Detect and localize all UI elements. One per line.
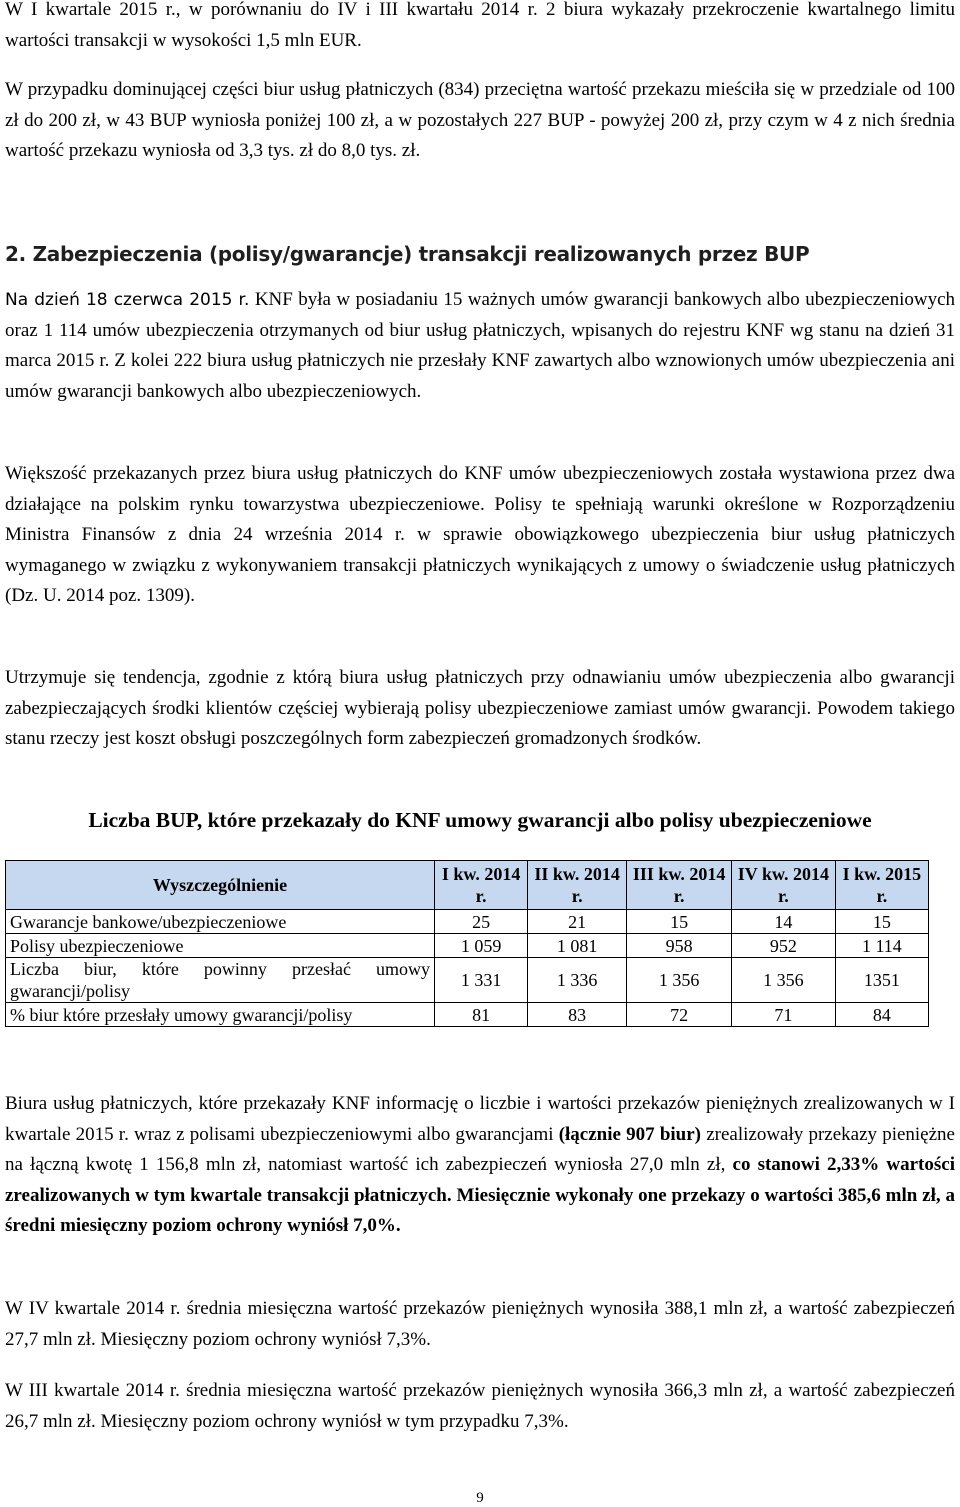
table-cell: Liczba biur, które powinny przesłać umowy gwarancji/polisy [6, 958, 435, 1003]
table-cell: 1 114 [835, 934, 928, 958]
summary-text-c: zrealizowały przekazy pieniężne na łączną kwotę 1 156,8 mln zł, natomiast wartość ich zabezpieczeń wyniosła 27,0 mln zł, [5, 1123, 955, 1175]
summary-bold-count: (łącznie 907 biur) [558, 1123, 702, 1145]
paragraph-q3-2014: W III kwartale 2014 r. średnia miesięczna wartość przekazów pieniężnych wynosiła 366,3 mln zł, a wartość zabezpieczeń 26,7 mln zł. Miesięczny poziom ochrony wyniósł w tym przypadku 7,3%. [5, 1380, 955, 1432]
table-cell: 15 [835, 910, 928, 934]
table-cell: 1 336 [528, 958, 627, 1003]
table-header-row [6, 861, 929, 910]
table-header-cell: I kw. 2014 r. [435, 861, 528, 910]
table-cell: 84 [835, 1003, 928, 1027]
paragraph-q1-2015-summary [5, 1089, 955, 1242]
table-cell: 1 356 [627, 958, 732, 1003]
table-cell: 958 [627, 934, 732, 958]
page-number: 9 [476, 1490, 484, 1506]
paragraph-guarantees-count [5, 285, 955, 407]
table-row [6, 958, 929, 1003]
paragraph-insurance-policies: Większość przekazanych przez biura usług płatniczych do KNF umów ubezpieczeniowych została wystawiona przez dwa działające na polskim rynku towarzystwa ubezpieczeniowe. Polisy te spełniają warunki określone w Rozporządzeniu Ministra Finansów z dnia 24 września 2014 r. w sprawie obowiązkowego ubezpieczenia biur usług płatniczych wymaganego w związku z wykonywaniem transakcji płatniczych wynikających z umowy o świadczenie usług płatniczych (Dz. U. 2014 poz. 1309). [5, 463, 955, 606]
table-cell: 1351 [835, 958, 928, 1003]
table-cell: 952 [732, 934, 836, 958]
paragraph-limit-exceeded: W I kwartale 2015 r., w porównaniu do IV i III kwartału 2014 r. 2 biura wykazały przekroczenie kwartalnego limitu wartości transakcji w wysokości 1,5 mln EUR. [5, 0, 955, 51]
table-cell: % biur które przesłały umowy gwarancji/polisy [6, 1003, 435, 1027]
guarantees-table [5, 860, 929, 1027]
table-row [6, 934, 929, 958]
paragraph-average-transfer-value: W przypadku dominującej części biur usług płatniczych (834) przeciętna wartość przekazu mieściła się w przedziale od 100 zł do 200 zł, w 43 BUP wyniosła poniżej 100 zł, a w pozostałych 227 BUP - powyżej 200 zł, przy czym w 4 z nich średnia wartość przekazu wyniosła od 3,3 tys. zł do 8,0 tys. zł. [5, 79, 955, 161]
table-row [6, 910, 929, 934]
table-title: Liczba BUP, które przekazały do KNF umowy gwarancji albo polisy ubezpieczeniowe [88, 808, 872, 832]
table-cell: 21 [528, 910, 627, 934]
section-heading: 2. Zabezpieczenia (polisy/gwarancje) transakcji realizowanych przez BUP [5, 242, 810, 266]
table-cell: 1 059 [435, 934, 528, 958]
table-cell: 1 331 [435, 958, 528, 1003]
table-cell: 71 [732, 1003, 836, 1027]
table-cell: 15 [627, 910, 732, 934]
table-row [6, 1003, 929, 1027]
table-header-cell: III kw. 2014 r. [627, 861, 732, 910]
table-header-cell: II kw. 2014 r. [528, 861, 627, 910]
summary-text-a: Biura usług płatniczych, które przekazały KNF informację o liczbie i wartości przekazów pieniężnych zrealizowanych w I kwartale 2015 r. wraz z polisami ubezpieczeniowymi albo gwarancjami [5, 1093, 955, 1145]
table-cell: Gwarancje bankowe/ubezpieczeniowe [6, 910, 435, 934]
table-cell: 25 [435, 910, 528, 934]
paragraph-date-lead: Na dzień 18 czerwca 2015 r. [5, 290, 250, 310]
table-cell: 72 [627, 1003, 732, 1027]
table-cell: 1 081 [528, 934, 627, 958]
table-header-cell: IV kw. 2014 r. [732, 861, 836, 910]
table-cell: 1 356 [732, 958, 836, 1003]
summary-bold-ratio: co stanowi 2,33% wartości zrealizowanych w tym kwartale transakcji płatniczych. Miesięcznie wykonały one przekazy o wartości 385,6 mln zł, a średni miesięczny poziom ochrony wyniósł 7,0%. [5, 1154, 955, 1236]
table-cell: 81 [435, 1003, 528, 1027]
paragraph-q4-2014: W IV kwartale 2014 r. średnia miesięczna wartość przekazów pieniężnych wynosiła 388,1 mln zł, a wartość zabezpieczeń 27,7 mln zł. Miesięczny poziom ochrony wyniósł 7,3%. [5, 1298, 955, 1350]
table-cell: 83 [528, 1003, 627, 1027]
table-cell: Polisy ubezpieczeniowe [6, 934, 435, 958]
paragraph-tendency: Utrzymuje się tendencja, zgodnie z którą biura usług płatniczych przy odnawianiu umów ubezpieczenia albo gwarancji zabezpieczających środki klientów częściej wybierają polisy ubezpieczeniowe zamiast umów gwarancji. Powodem takiego stanu rzeczy jest koszt obsługi poszczególnych form zabezpieczeń gromadzonych środków. [5, 667, 955, 749]
table-cell: 14 [732, 910, 836, 934]
table-header-cell: I kw. 2015 r. [835, 861, 928, 910]
paragraph-guarantees-text: KNF była w posiadaniu 15 ważnych umów gwarancji bankowych albo ubezpieczeniowych oraz 1 114 umów ubezpieczenia otrzymanych od biur usług płatniczych, wpisanych do rejestru KNF wg stanu na dzień 31 marca 2015 r. Z kolei 222 biura usług płatniczych nie przesłały KNF zawartych albo wznowionych umów ubezpieczenia ani umów gwarancji bankowych albo ubezpieczeniowych. [5, 289, 955, 402]
table-header-cell: Wyszczególnienie [6, 861, 435, 910]
